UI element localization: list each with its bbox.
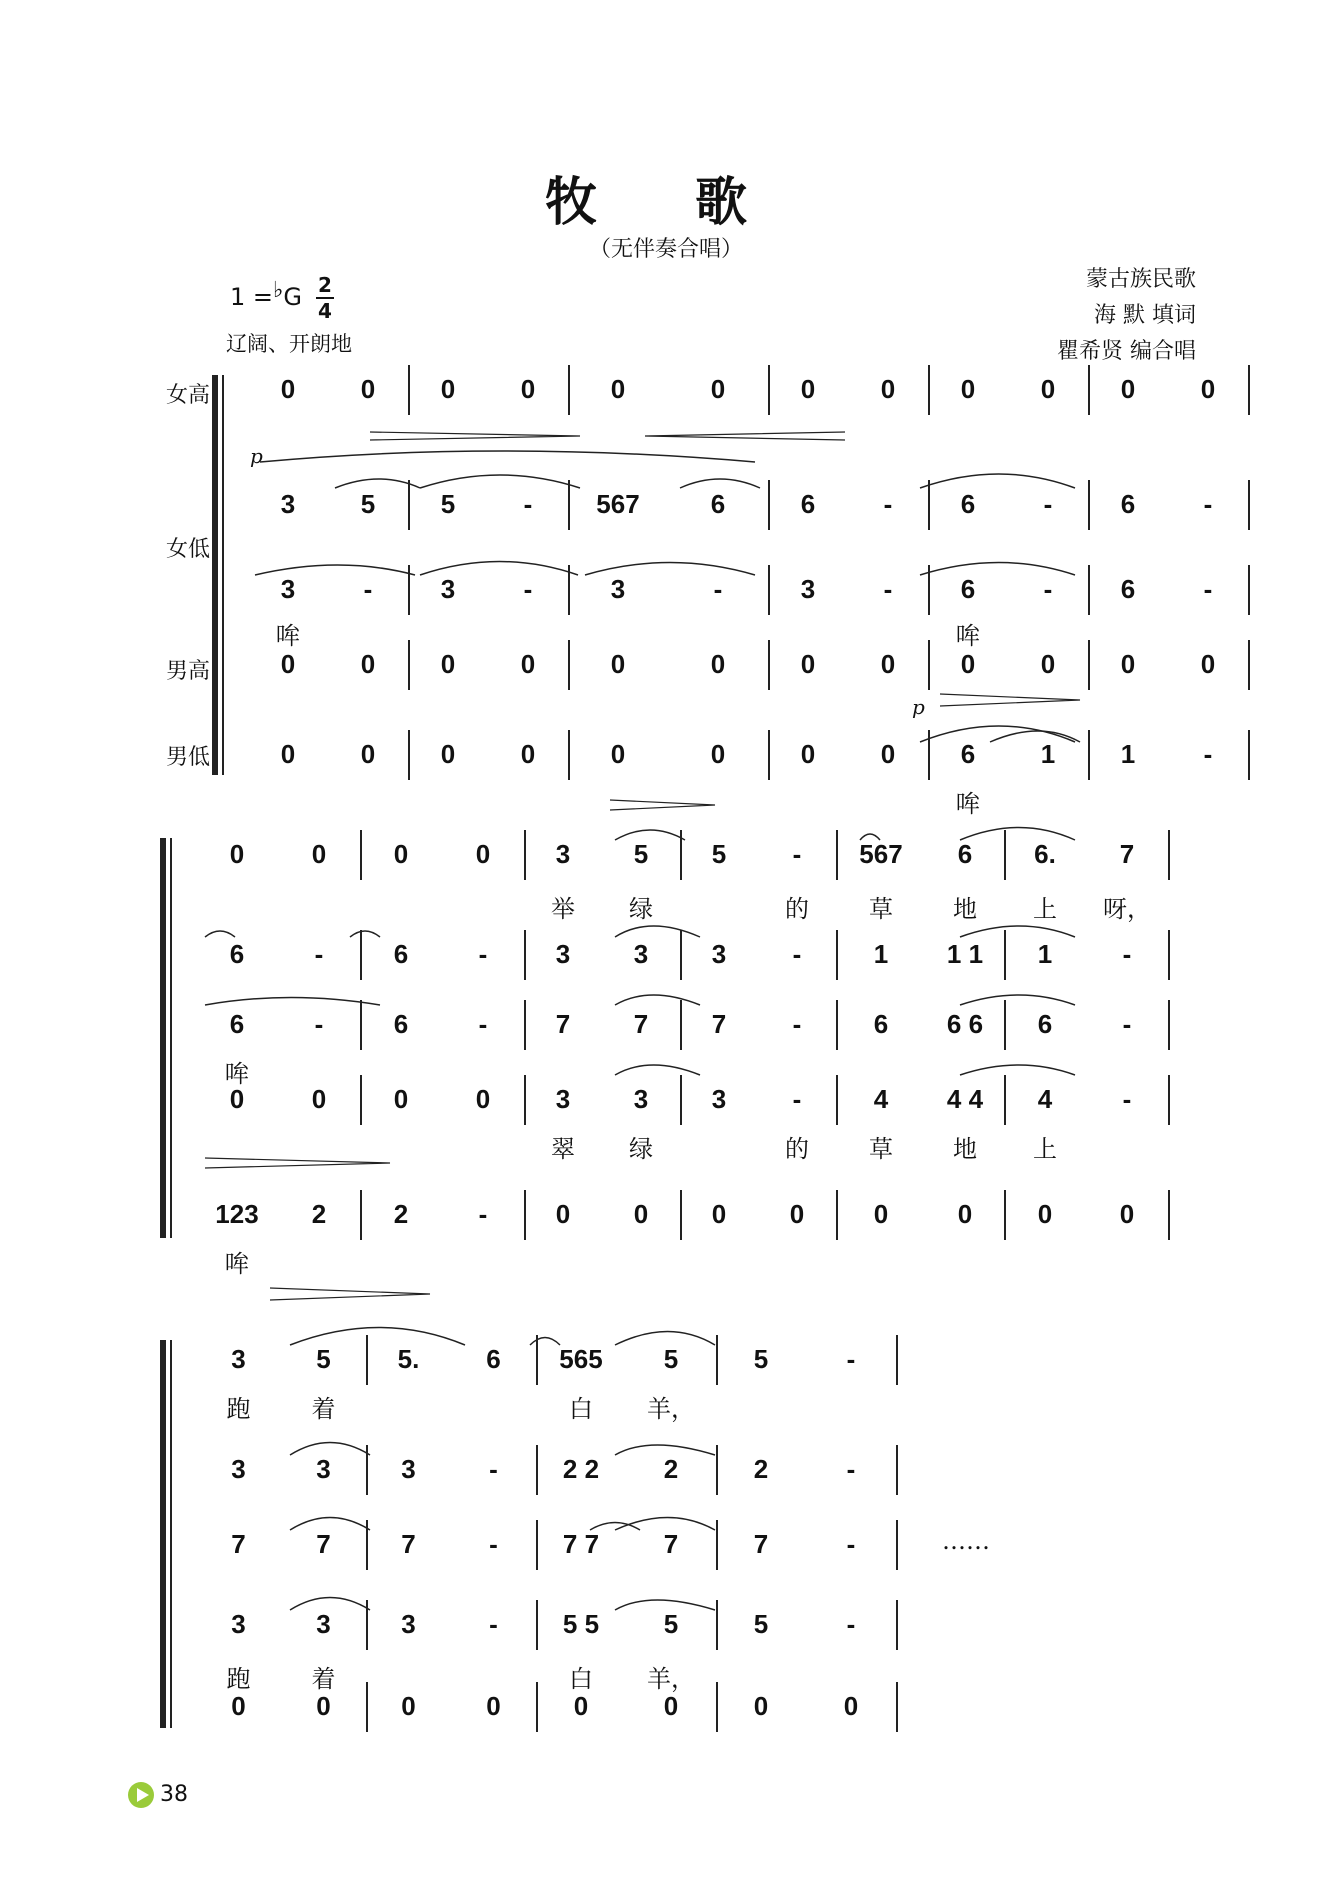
part-label-bass: 男低 [165,745,210,770]
song-subtitle: （无伴奏合唱） [588,237,743,262]
note: 0 [710,739,726,769]
note: - [846,1344,856,1374]
lyric: 草 [869,895,893,923]
note: 0 [475,839,491,869]
note: 0 [880,374,896,404]
bar-line [536,1520,538,1570]
note: 6 [229,939,245,969]
bar-line [366,1445,368,1495]
lyric: 着 [311,1395,336,1423]
lyric: 羊， [647,1665,695,1693]
note: 0 [710,649,726,679]
note: 6 [960,489,976,519]
bar-line [366,1600,368,1650]
page-footer [128,1782,188,1808]
note: 0 [520,374,536,404]
note: 6 6 [946,1009,984,1039]
note: 0 [311,839,327,869]
bar-line [1248,480,1250,530]
part-label-tenor: 男高 [165,659,210,684]
note: 0 [1037,1199,1053,1229]
flat-sign: ♭ [273,278,284,303]
note: 0 [957,1199,973,1229]
note: - [478,939,488,969]
note: - [523,574,533,604]
note: 1 [1040,739,1056,769]
note: 0 [401,1691,416,1721]
note: - [1043,574,1053,604]
bar-line [524,1075,526,1125]
note: 0 [440,649,456,679]
time-top: 2 [318,273,332,297]
note: 3 [555,939,571,969]
note: 0 [573,1691,589,1721]
bar-line [680,1190,682,1240]
note: 4 4 [946,1084,984,1114]
system-bracket-thin [222,375,224,775]
note: 3 [633,1084,649,1114]
bar-line [536,1445,538,1495]
bar-line [408,640,410,690]
credit-arranger: 瞿希贤 编合唱 [1057,339,1196,364]
bar-line [716,1682,718,1732]
bar-line [836,1000,838,1050]
bar-line [524,1000,526,1050]
note: 0 [229,839,245,869]
note: - [883,574,893,604]
note: - [523,489,533,519]
note: 6 [1120,574,1136,604]
dynamic-piano-1: p [250,444,263,468]
bar-line [768,640,770,690]
note: 6 [960,574,976,604]
bar-line [928,640,930,690]
note: 0 [440,374,456,404]
bar-line [408,565,410,615]
lyric: 草 [869,1135,893,1163]
time-signature [316,274,334,322]
lyric: 哞 [225,1060,249,1088]
bar-line [896,1335,898,1385]
time-bottom: 4 [318,299,332,323]
note: 5 [663,1609,679,1639]
note: 0 [280,649,296,679]
system-bracket-thin [170,838,172,1238]
bar-line [928,565,930,615]
note: - [314,939,324,969]
tempo-marking: 辽阔、开朗地 [226,332,352,356]
bar-line [1004,830,1006,880]
lyric: 着 [311,1665,336,1693]
lyric: 上 [1033,1135,1057,1163]
note: 0 [555,1199,571,1229]
lyric: 地 [953,1135,977,1163]
bar-line [408,730,410,780]
bar-line [716,1335,718,1385]
part-label-soprano: 女高 [165,383,210,408]
note: 0 [843,1691,859,1721]
note: 7 [401,1529,416,1559]
lyric: 绿 [629,1135,653,1163]
system-bracket [212,375,218,775]
note: 0 [520,649,536,679]
note: 3 [231,1609,246,1639]
note: 5 [316,1344,331,1374]
note: 3 [711,1084,727,1114]
system-bracket [160,838,166,1238]
note: - [1122,1084,1132,1114]
note: 0 [710,374,726,404]
note: 7 7 [562,1529,600,1559]
bar-line [680,930,682,980]
bar-line [896,1600,898,1650]
note: 6 [873,1009,889,1039]
note: 7 [753,1529,769,1559]
note: - [1122,939,1132,969]
bar-line [408,480,410,530]
lyric: 跑 [226,1395,251,1423]
bar-line [836,930,838,980]
bar-line [1248,365,1250,415]
note: 7 [633,1009,649,1039]
lyric: 举 [551,895,575,923]
note: 4 [873,1084,889,1114]
note: 0 [753,1691,769,1721]
note: 0 [1119,1199,1135,1229]
note: 0 [393,1084,409,1114]
note: - [883,489,893,519]
bar-line [896,1445,898,1495]
note: 0 [440,739,456,769]
bar-line [768,365,770,415]
note: 0 [663,1691,679,1721]
bar-line [768,730,770,780]
lyric: 上 [1033,895,1057,923]
note: 6. [1034,839,1056,869]
note: 7 [1119,839,1135,869]
note: 0 [360,649,376,679]
note: 3 [401,1609,416,1639]
play-icon[interactable] [128,1782,154,1808]
note: 0 [280,374,296,404]
bar-line [1168,1075,1170,1125]
note: 0 [800,374,816,404]
lyric: 地 [953,895,977,923]
note: 567 [596,489,640,519]
note: 0 [486,1691,501,1721]
lyric: 跑 [226,1665,251,1693]
note: 6 [957,839,973,869]
note: - [846,1454,856,1484]
note: - [478,1009,488,1039]
bar-line [366,1520,368,1570]
lyric: 哞 [276,622,300,650]
note: - [846,1609,856,1639]
note: 1 [873,939,889,969]
note: 1 [1037,939,1053,969]
credit-origin: 蒙古族民歌 [1085,267,1196,292]
note: 0 [393,839,409,869]
note: 0 [229,1084,245,1114]
song-title: 牧 歌 [544,173,788,233]
note: 3 [711,939,727,969]
note: 0 [880,649,896,679]
bar-line [568,730,570,780]
note: 3 [440,574,456,604]
bar-line [928,730,930,780]
bar-line [568,640,570,690]
note: 0 [316,1691,331,1721]
bar-line [1088,365,1090,415]
note: - [1203,739,1213,769]
bar-line [716,1600,718,1650]
note: 0 [711,1199,727,1229]
note: - [1122,1009,1132,1039]
bar-line [360,930,362,980]
bar-line [1168,1000,1170,1050]
note: 0 [789,1199,805,1229]
bar-line [366,1335,368,1385]
note: - [792,1009,802,1039]
note: 0 [1040,649,1056,679]
lyric: 哞 [956,622,980,650]
dynamic-piano-2: p [912,695,925,719]
bar-line [836,1075,838,1125]
note: 2 2 [562,1454,600,1484]
note: 7 [316,1529,331,1559]
lyric: 哞 [225,1250,249,1278]
note: 0 [1200,649,1216,679]
note: 0 [1120,649,1136,679]
bar-line [716,1445,718,1495]
note: 6 [229,1009,245,1039]
note: 6 [393,939,409,969]
credit-lyricist: 海 默 填词 [1094,303,1196,328]
bar-line [1088,640,1090,690]
note: 0 [610,374,626,404]
bar-line [1168,1190,1170,1240]
bar-line [568,365,570,415]
bar-line [1004,1190,1006,1240]
note: 1 [1120,739,1136,769]
note: 0 [360,739,376,769]
bar-line [1248,730,1250,780]
bar-line [524,830,526,880]
note: 3 [316,1454,331,1484]
page-number: 38 [160,1782,188,1807]
bar-line [524,930,526,980]
bar-line [680,1075,682,1125]
note: 3 [555,1084,571,1114]
note: - [1203,489,1213,519]
note: 3 [633,939,649,969]
bar-line [680,1000,682,1050]
note: 7 [663,1529,679,1559]
note: 0 [360,374,376,404]
bar-line [360,1000,362,1050]
note: 6 [486,1344,501,1374]
note: 6 [1120,489,1136,519]
note: 0 [610,739,626,769]
note: - [792,839,802,869]
note: 3 [231,1454,246,1484]
note: 5 [440,489,456,519]
note: 4 [1037,1084,1053,1114]
key-prefix: 1 = [230,283,274,311]
note: 0 [311,1084,327,1114]
note: 3 [800,574,816,604]
bar-line [1088,730,1090,780]
note: 2 [753,1454,769,1484]
note: 0 [960,374,976,404]
bar-line [568,565,570,615]
note: 5 [753,1344,769,1374]
lyric: 翠 [551,1135,575,1163]
bar-line [896,1682,898,1732]
note: 5. [397,1344,420,1374]
note: 6 [393,1009,409,1039]
bar-line [1088,480,1090,530]
note: - [314,1009,324,1039]
note: 1 1 [946,939,984,969]
bar-line [524,1190,526,1240]
note: 5 [633,839,649,869]
note: 0 [610,649,626,679]
bar-line [1088,565,1090,615]
bar-line [928,365,930,415]
note: 3 [280,489,296,519]
note: 3 [610,574,626,604]
bar-line [768,565,770,615]
system-bracket-thin [170,1340,172,1728]
bar-line [716,1520,718,1570]
note: 123 [215,1199,259,1229]
note: 0 [880,739,896,769]
bar-line [1004,1000,1006,1050]
bar-line [366,1682,368,1732]
bar-line [536,1600,538,1650]
bar-line [1248,640,1250,690]
bar-line [836,1190,838,1240]
note: 2 [393,1199,409,1229]
note: 5 [753,1609,769,1639]
note: 0 [475,1084,491,1114]
continuation-ellipsis: …… [942,1527,990,1555]
note: - [489,1609,498,1639]
bar-line [360,1075,362,1125]
bar-line [1168,930,1170,980]
note: 3 [280,574,296,604]
bar-line [536,1682,538,1732]
bar-line [408,365,410,415]
note: 5 5 [562,1609,600,1639]
lyric: 羊， [647,1395,695,1423]
note: - [478,1199,488,1229]
bar-line [680,830,682,880]
lyric: 白 [569,1665,593,1693]
note: - [489,1454,498,1484]
note: 5 [360,489,376,519]
note: 0 [520,739,536,769]
bar-line [1168,830,1170,880]
note: 2 [663,1454,679,1484]
note: 3 [555,839,571,869]
note: 0 [280,739,296,769]
note: 0 [1040,374,1056,404]
bar-line [836,830,838,880]
note: 6 [1037,1009,1053,1039]
note: 565 [559,1344,603,1374]
bar-line [1004,1075,1006,1125]
bar-line [360,830,362,880]
lyric: 白 [569,1395,593,1423]
bar-line [768,480,770,530]
key-tonic: G [283,283,303,311]
note: - [846,1529,856,1559]
note: 0 [633,1199,649,1229]
bar-line [928,480,930,530]
note: 0 [1120,374,1136,404]
lyric: 绿 [629,895,653,923]
lyric: 的 [785,895,809,923]
note: 0 [231,1691,246,1721]
note: 7 [555,1009,571,1039]
lyric: 哞 [956,790,980,818]
system-bracket [160,1340,166,1728]
note: 3 [231,1344,246,1374]
lyric: 的 [785,1135,809,1163]
bar-line [568,480,570,530]
bar-line [896,1520,898,1570]
note: 2 [311,1199,327,1229]
note: - [792,939,802,969]
note: 5 [663,1344,679,1374]
lyric: 呀， [1103,895,1151,923]
note: - [1203,574,1213,604]
note: 0 [800,739,816,769]
note: 0 [873,1199,889,1229]
note: 0 [960,649,976,679]
key-signature [230,278,302,311]
note: 7 [231,1529,246,1559]
note: 0 [1200,374,1216,404]
note: 5 [711,839,727,869]
note: 3 [316,1609,331,1639]
note: 6 [710,489,726,519]
bar-line [1248,565,1250,615]
note: - [1043,489,1053,519]
note: 7 [711,1009,727,1039]
note: 0 [800,649,816,679]
note: - [489,1529,498,1559]
note: 567 [859,839,903,869]
note: 6 [960,739,976,769]
note: - [792,1084,802,1114]
bar-line [1004,930,1006,980]
note: 6 [800,489,816,519]
part-label-alto: 女低 [165,537,210,562]
note: - [713,574,723,604]
bar-line [360,1190,362,1240]
note: 3 [401,1454,416,1484]
note: - [363,574,373,604]
bar-line [536,1335,538,1385]
